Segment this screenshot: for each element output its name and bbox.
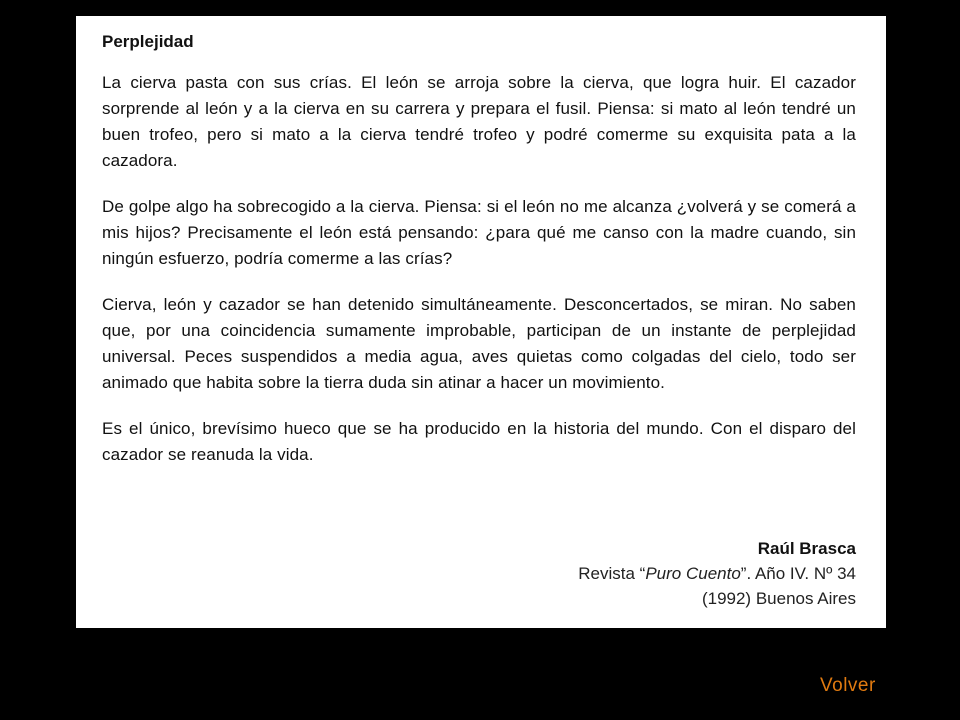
attribution <box>578 536 856 611</box>
author-name: Raúl Brasca <box>757 539 856 558</box>
magazine-name: Puro Cuento <box>645 564 741 583</box>
paragraph-1: La cierva pasta con sus crías. El león se arroja sobre la cierva, que logra huir. El cazador sorprende al león y a la cierva en su carrera y prepara el fusil. Piensa: si mato al león tendré un buen trofeo, pero si mato a la cierva tendré trofeo y podré comerme su exquisita pata a la cazadora. <box>102 73 856 170</box>
text-page <box>76 16 886 628</box>
source-prefix: Revista “ <box>578 564 646 583</box>
paragraph-3: Cierva, león y cazador se han detenido simultáneamente. Desconcertados, se miran. No saben que, por una coincidencia sumamente improbable, participan de un instante de perplejidad universal. Peces suspendidos a media agua, aves quietas como colgadas del cielo, todo ser animado que habita sobre la tierra duda sin atinar a hacer un movimiento. <box>102 295 856 392</box>
source-line-1 <box>578 561 856 586</box>
paragraph-2: De golpe algo ha sobrecogido a la cierva. Piensa: si el león no me alcanza ¿volverá y se comerá a mis hijos? Precisamente el león está pensando: ¿para qué me canso con la madre cuando, sin ningún esfuerzo, podría comerme a las crías? <box>102 197 856 268</box>
story-title: Perplejidad <box>102 32 194 51</box>
source-suffix: ”. Año IV. Nº 34 <box>740 564 856 583</box>
paragraph-4: Es el único, brevísimo hueco que se ha producido en la historia del mundo. Con el disparo del cazador se reanuda la vida. <box>102 419 856 464</box>
back-link[interactable]: Volver <box>820 675 876 696</box>
source-line-2: (1992) Buenos Aires <box>701 589 856 608</box>
